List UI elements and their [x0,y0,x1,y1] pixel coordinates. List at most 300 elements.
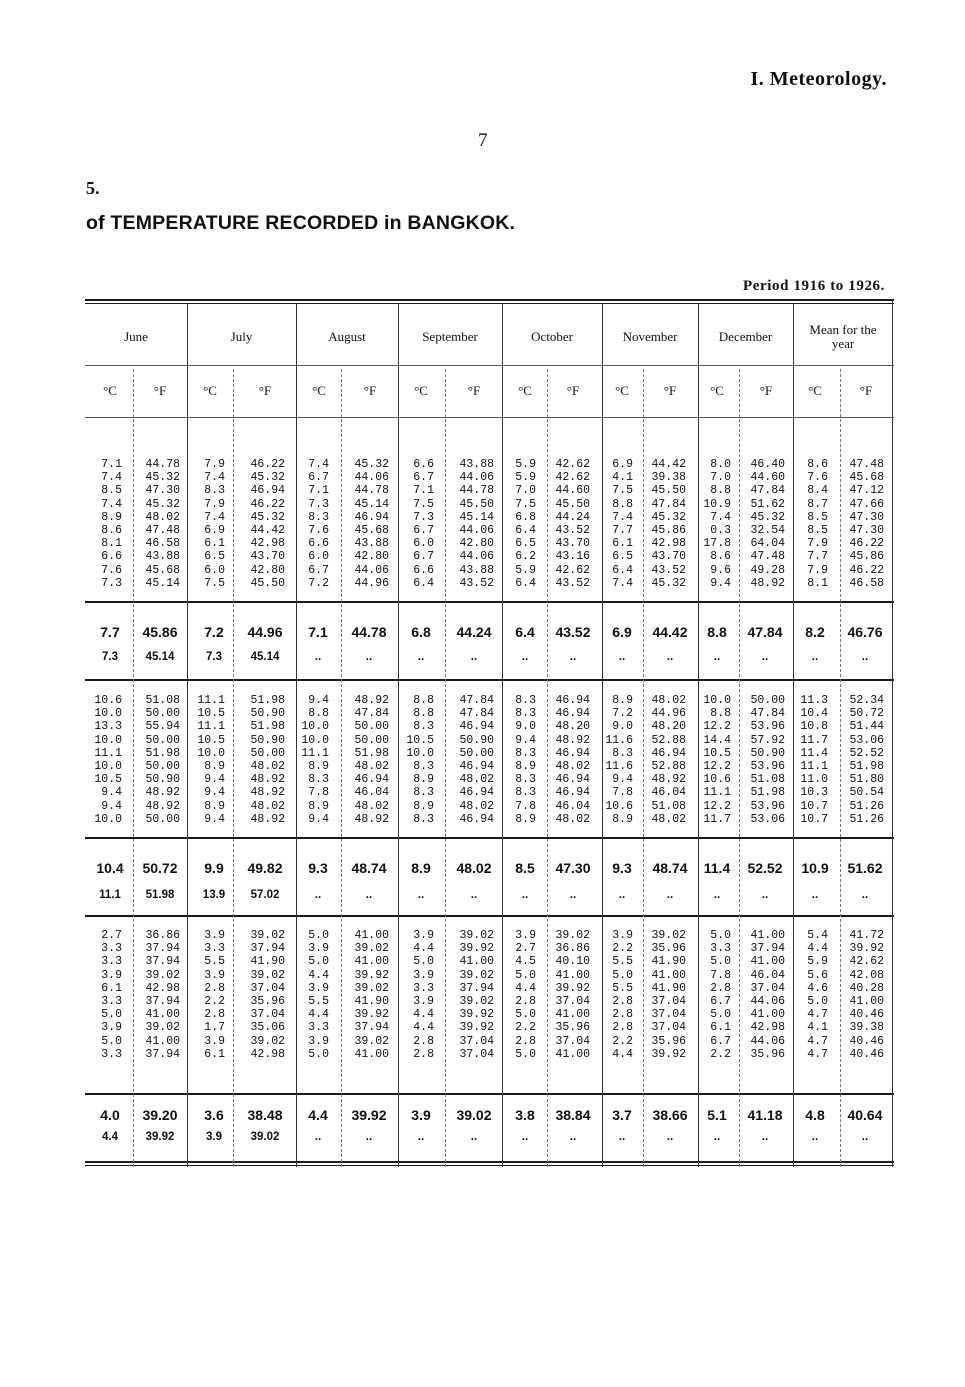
extreme-cell: 11.1 [99,889,121,901]
table-cell: 7.6 [308,524,329,538]
table-cell: 4.1 [612,471,633,485]
table-cell: 32.54 [750,524,785,538]
table-cell: 10.0 [301,720,329,734]
block2-col-3-c [283,694,329,826]
extreme-cell: .. [314,651,322,663]
table-cell: 11.6 [605,760,633,774]
mean-cell: 48.74 [652,860,688,876]
extreme-cell: .. [365,1131,373,1143]
table-cell: 7.3 [413,510,434,524]
table-cell: 7.6 [101,563,122,577]
table-cell: 3.9 [515,929,536,942]
table-cell: 8.3 [204,484,225,498]
table-cell: 35.96 [651,1034,686,1048]
table-cell: 6.1 [710,1021,731,1035]
table-cell: 4.5 [515,955,536,969]
table-cell: 9.4 [101,786,122,800]
mean-cell: 4.0 [100,1107,120,1123]
mean-cell: 8.9 [411,860,431,876]
table-cell: 7.5 [612,484,633,498]
table-cell: 3.9 [413,968,434,982]
table-cell: 39.92 [459,942,494,956]
table-cell: 53.96 [750,799,785,813]
table-cell: 46.94 [459,720,494,734]
table-cell: 37.94 [750,942,785,956]
table-cell: 9.0 [515,720,536,734]
table-cell: 46.04 [555,799,590,813]
table-cell: 2.8 [515,995,536,1009]
table-cell: 10.5 [406,733,434,747]
unit-c: °C [518,383,532,398]
extreme-cell: .. [365,651,373,663]
table-cell: 12.2 [703,799,731,813]
table-cell: 4.7 [807,1008,828,1022]
table-cell: 41.00 [555,1047,590,1061]
table-cell: 17.8 [703,537,731,551]
table-title: of TEMPERATURE RECORDED in BANGKOK. [86,212,516,234]
unit-f: °F [363,383,377,398]
table-cell: 44.42 [651,458,686,471]
table-cell: 55.94 [145,720,180,734]
table-cell: 46.58 [849,576,884,590]
table-cell: 10.0 [94,707,122,721]
table-cell: 7.8 [308,786,329,800]
table-cell: 39.92 [354,1008,389,1022]
table-cell: 48.02 [459,773,494,787]
table-cell: 64.04 [750,537,785,551]
table-cell: 46.94 [555,707,590,721]
table-cell: 37.94 [145,995,180,1009]
table-cell: 35.06 [250,1021,285,1035]
block1-rule [85,601,894,603]
table-cell: 7.9 [204,497,225,511]
table-cell: 7.3 [101,576,122,590]
table-cell: 50.00 [459,746,494,760]
table-cell: 51.08 [651,799,686,813]
table-cell: 43.52 [651,563,686,577]
table-cell: 40.46 [849,1008,884,1022]
block1-col-2-f [239,458,285,590]
table-cell: 45.86 [651,524,686,538]
table-cell: 5.0 [101,1034,122,1048]
extreme-cell: .. [811,651,819,663]
table-cell: 8.8 [612,497,633,511]
table-cell: 3.9 [308,1034,329,1048]
table-cell: 45.68 [145,563,180,577]
table-cell: 41.90 [250,955,285,969]
extreme-cell: .. [569,651,577,663]
block1-col-5-c [490,458,536,590]
table-cell: 8.5 [807,524,828,538]
table-cell: 50.00 [145,733,180,747]
table-cell: 51.98 [849,760,884,774]
table-cell: 3.3 [308,1021,329,1035]
table-cell: 7.4 [612,576,633,590]
block2-col-6-f [640,694,686,826]
block2-col-8-f [838,694,884,826]
table-cell: 6.8 [515,510,536,524]
table-cell: 46.94 [459,812,494,826]
table-cell: 48.92 [354,694,389,707]
table-cell: 2.8 [413,1034,434,1048]
block3-col-7-f [739,929,785,1061]
table-cell: 5.0 [413,955,434,969]
table-cell: 43.52 [459,576,494,590]
mean-cell: 49.82 [247,860,283,876]
table-cell: 8.9 [204,799,225,813]
table-cell: 2.2 [710,1047,731,1061]
table-cell: 48.92 [145,786,180,800]
table-cell: 6.4 [515,524,536,538]
table-cell: 8.8 [413,707,434,721]
table-cell: 41.00 [555,1008,590,1022]
table-cell: 6.5 [612,550,633,564]
table-cell: 8.3 [413,720,434,734]
table-cell: 36.86 [555,942,590,956]
table-cell: 50.72 [849,707,884,721]
table-cell: 43.52 [555,576,590,590]
block1-col-5-f [544,458,590,590]
block2-col-2-c [179,694,225,826]
mean-cell: 3.9 [411,1107,431,1123]
table-cell: 48.92 [250,786,285,800]
table-bottom-rule [85,1161,894,1163]
table-cell: 46.04 [750,968,785,982]
table-cell: 39.02 [354,1034,389,1048]
table-cell: 7.9 [807,537,828,551]
mean-cell: 7.1 [308,624,328,640]
table-cell: 7.4 [204,510,225,524]
table-cell: 45.14 [145,576,180,590]
table-cell: 6.1 [101,981,122,995]
table-cell: 39.02 [354,981,389,995]
table-cell: 45.32 [750,510,785,524]
table-cell: 46.94 [459,760,494,774]
table-cell: 37.04 [250,1008,285,1022]
table-cell: 3.9 [612,929,633,942]
table-cell: 37.04 [555,1034,590,1048]
header-september: September [422,329,478,344]
table-cell: 8.9 [413,773,434,787]
table-cell: 2.8 [204,1008,225,1022]
block2-col-6-c [587,694,633,826]
mean-cell: 51.62 [847,860,883,876]
table-cell: 48.02 [145,510,180,524]
table-cell: 45.32 [145,497,180,511]
table-cell: 50.00 [145,760,180,774]
table-cell: 35.96 [651,942,686,956]
table-cell: 7.4 [101,471,122,485]
table-cell: 2.2 [204,995,225,1009]
mean-cell: 6.9 [612,624,632,640]
table-cell: 50.90 [250,707,285,721]
table-cell: 48.92 [750,576,785,590]
table-cell: 43.88 [459,563,494,577]
block3-col-4-c [388,929,434,1061]
mean-cell: 40.64 [847,1107,883,1123]
table-cell: 41.00 [459,955,494,969]
table-cell: 11.6 [605,733,633,747]
table-cell: 39.38 [651,471,686,485]
table-cell: 8.1 [807,576,828,590]
extreme-cell: .. [569,889,577,901]
table-cell: 8.9 [308,799,329,813]
table-cell: 35.96 [750,1047,785,1061]
table-cell: 6.4 [612,563,633,577]
block2-col-7-c [685,694,731,826]
table-cell: 57.92 [750,733,785,747]
block2-col-2-f [239,694,285,826]
table-cell: 10.7 [800,812,828,826]
mean-cell: 45.86 [142,624,178,640]
extreme-cell: .. [470,889,478,901]
mean-cell: 38.84 [555,1107,591,1123]
block3-col-5-f [544,929,590,1061]
table-cell: 46.94 [555,694,590,707]
table-cell: 4.4 [413,1021,434,1035]
table-cell: 46.94 [354,773,389,787]
header-october: October [531,329,573,344]
table-cell: 12.2 [703,720,731,734]
block1-col-6-c [587,458,633,590]
unit-c: °C [615,383,629,398]
table-cell: 41.00 [750,1008,785,1022]
table-cell: 39.92 [354,968,389,982]
table-cell: 46.22 [849,537,884,551]
table-cell: 7.4 [612,510,633,524]
table-cell: 6.0 [413,537,434,551]
table-cell: 41.00 [750,929,785,942]
block3-col-2-f [239,929,285,1061]
table-cell: 39.02 [651,929,686,942]
mean-cell: 4.4 [308,1107,328,1123]
table-cell: 45.68 [849,471,884,485]
table-cell: 39.02 [145,968,180,982]
table-cell: 10.0 [197,746,225,760]
block2-col-1-c [76,694,122,826]
table-cell: 41.00 [145,1034,180,1048]
block3-rule [85,1093,894,1095]
table-cell: 10.6 [605,799,633,813]
table-cell: 6.0 [204,563,225,577]
extreme-cell: 39.02 [250,1131,280,1143]
table-cell: 47.66 [849,497,884,511]
table-cell: 11.1 [94,746,122,760]
table-cell: 43.52 [555,524,590,538]
block2-col-1-f [134,694,180,826]
table-cell: 47.48 [145,524,180,538]
table-cell: 11.7 [800,733,828,747]
table-cell: 44.06 [750,995,785,1009]
table-cell: 46.94 [354,510,389,524]
table-cell: 11.7 [703,812,731,826]
table-cell: 46.22 [250,497,285,511]
mean-cell: 6.4 [515,624,535,640]
table-cell: 3.3 [101,942,122,956]
extreme-cell: .. [521,651,529,663]
table-cell: 8.8 [710,707,731,721]
mean-cell: 7.2 [204,624,224,640]
table-cell: 47.30 [145,484,180,498]
block3-col-8-c [782,929,828,1061]
table-cell: 2.2 [515,1021,536,1035]
table-top-rule-inner [85,303,894,304]
table-cell: 47.30 [849,510,884,524]
table-cell: 41.00 [651,968,686,982]
table-cell: 9.4 [204,773,225,787]
extreme-cell: .. [761,651,769,663]
table-cell: 42.80 [250,563,285,577]
table-cell: 50.90 [250,733,285,747]
table-cell: 7.7 [612,524,633,538]
table-cell: 50.00 [354,720,389,734]
table-cell: 8.3 [515,694,536,707]
extreme-cell: 4.4 [102,1131,118,1143]
table-cell: 2.2 [612,1034,633,1048]
table-cell: 48.92 [250,812,285,826]
table-cell: 5.6 [807,968,828,982]
table-cell: 41.00 [354,955,389,969]
table-cell: 8.8 [413,694,434,707]
table-cell: 52.88 [651,760,686,774]
table-cell: 7.8 [710,968,731,982]
block1-col-3-f [343,458,389,590]
table-cell: 4.7 [807,1034,828,1048]
unit-c: °C [203,383,217,398]
extreme-cell: .. [861,1131,869,1143]
table-cell: 7.1 [308,484,329,498]
table-cell: 5.5 [612,981,633,995]
extreme-cell: .. [521,1131,529,1143]
mean-cell: 47.30 [555,860,591,876]
table-cell: 44.42 [250,524,285,538]
block1-col-1-c [76,458,122,590]
table-cell: 53.06 [849,733,884,747]
table-cell: 44.24 [555,510,590,524]
table-top-rule [85,299,894,301]
table-cell: 46.94 [555,786,590,800]
extreme-cell: 39.92 [145,1131,175,1143]
block1-col-4-c [388,458,434,590]
table-cell: 5.5 [308,995,329,1009]
table-cell: 7.1 [101,458,122,471]
table-cell: 7.5 [413,497,434,511]
table-cell: 47.84 [651,497,686,511]
mean-cell: 44.24 [456,624,492,640]
table-cell: 42.62 [555,471,590,485]
table-cell: 41.00 [354,929,389,942]
mean-cell: 8.5 [515,860,535,876]
block3-col-8-f [838,929,884,1061]
table-cell: 6.1 [204,537,225,551]
table-cell: 46.94 [555,773,590,787]
block2-col-4-f [448,694,494,826]
table-cell: 13.3 [94,720,122,734]
table-cell: 2.7 [101,929,122,942]
table-cell: 14.4 [703,733,731,747]
table-cell: 5.9 [515,563,536,577]
table-cell: 37.04 [555,995,590,1009]
table-cell: 48.20 [651,720,686,734]
table-cell: 39.02 [459,929,494,942]
table-cell: 3.3 [710,942,731,956]
table-cell: 7.4 [308,458,329,471]
table-cell: 8.9 [204,760,225,774]
table-cell: 9.4 [101,799,122,813]
table-cell: 37.04 [250,981,285,995]
table-cell: 43.16 [555,550,590,564]
table-cell: 50.90 [145,773,180,787]
table-cell: 10.7 [800,799,828,813]
table-cell: 43.70 [651,550,686,564]
table-cell: 46.94 [555,746,590,760]
table-cell: 51.98 [750,786,785,800]
extreme-cell: .. [417,651,425,663]
table-cell: 8.9 [515,760,536,774]
table-cell: 7.5 [204,576,225,590]
table-cell: 8.3 [612,746,633,760]
sub-sep-4 [445,369,446,1167]
mean-cell: 9.9 [204,860,224,876]
table-cell: 36.86 [145,929,180,942]
table-cell: 2.8 [710,981,731,995]
table-cell: 3.3 [101,955,122,969]
table-cell: 2.2 [612,942,633,956]
table-cell: 9.4 [204,812,225,826]
table-cell: 45.32 [651,510,686,524]
table-cell: 39.02 [459,995,494,1009]
period-label: Period 1916 to 1926. [743,278,885,294]
table-cell: 44.96 [354,576,389,590]
table-cell: 6.7 [413,524,434,538]
table-cell: 43.70 [250,550,285,564]
table-cell: 48.02 [555,760,590,774]
extreme-cell: .. [417,889,425,901]
table-cell: 44.06 [750,1034,785,1048]
extreme-cell: .. [569,1131,577,1143]
table-cell: 10.5 [197,733,225,747]
mean-cell: 39.92 [351,1107,387,1123]
table-cell: 4.1 [807,1021,828,1035]
table-cell: 5.0 [710,929,731,942]
table-cell: 50.00 [250,746,285,760]
table-cell: 8.8 [308,707,329,721]
table-bottom-rule-inner [85,1165,894,1166]
table-cell: 35.96 [250,995,285,1009]
table-cell: 39.02 [555,929,590,942]
table-cell: 47.84 [459,694,494,707]
table-cell: 11.1 [800,760,828,774]
table-cell: 4.7 [807,1047,828,1061]
table-cell: 2.8 [204,981,225,995]
table-cell: 39.02 [145,1021,180,1035]
table-cell: 51.44 [849,720,884,734]
table-cell: 41.00 [849,995,884,1009]
unit-f: °F [467,383,481,398]
table-cell: 41.00 [145,1008,180,1022]
table-cell: 48.92 [250,773,285,787]
table-cell: 7.8 [612,786,633,800]
table-cell: 8.3 [308,773,329,787]
table-cell: 5.0 [612,968,633,982]
mean-cell: 44.78 [351,624,387,640]
header-divider [85,365,894,366]
table-cell: 46.40 [750,458,785,471]
mean-cell: 44.42 [652,624,688,640]
table-cell: 10.6 [94,694,122,707]
extreme-cell: .. [666,889,674,901]
table-cell: 6.6 [308,537,329,551]
